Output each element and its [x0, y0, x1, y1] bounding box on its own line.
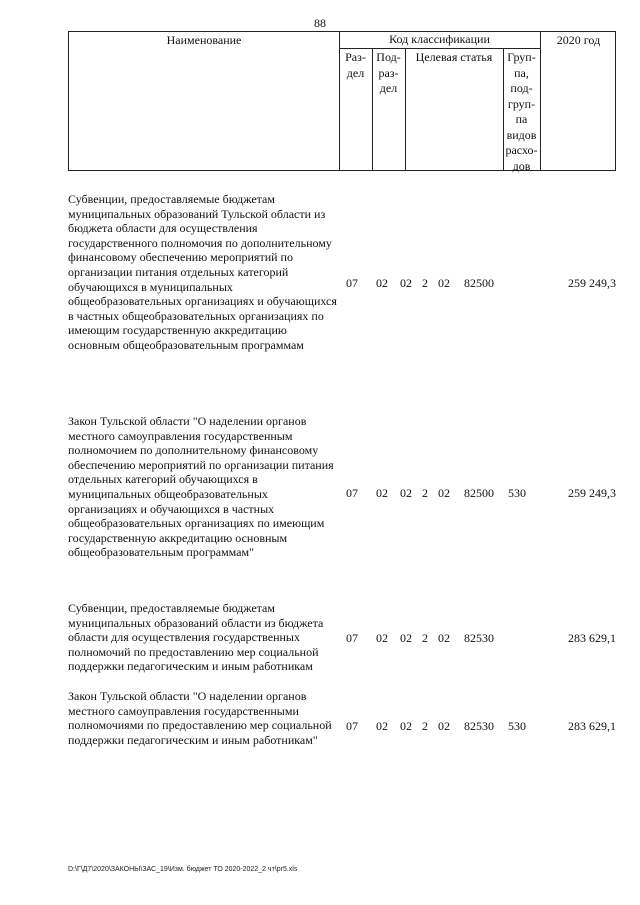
row-code-3: 02 — [438, 631, 450, 645]
row-code-2: 2 — [422, 276, 428, 290]
table-row — [68, 414, 616, 579]
row-razdel: 07 — [346, 486, 358, 500]
row-podrazdel: 02 — [376, 276, 388, 290]
row-code-4: 82530 — [464, 631, 494, 645]
header-classification: Код классификации — [389, 32, 490, 46]
header-group: Груп- па, под- груп- па видов расхо- дов — [505, 50, 538, 173]
row-code-1: 02 — [400, 486, 412, 500]
row-podrazdel: 02 — [376, 631, 388, 645]
header-target: Целевая статья — [415, 50, 493, 64]
row-code-4: 82500 — [464, 276, 494, 290]
row-code-3: 02 — [438, 719, 450, 733]
table-header — [68, 31, 616, 171]
header-year: 2020 год — [556, 33, 601, 47]
table-row — [68, 601, 616, 681]
row-code-4: 82530 — [464, 719, 494, 733]
row-name: Закон Тульской области "О наделении органов местного самоуправления государственным полномочием по дополнительному финансовому обеспечению мероприятий по организации питания отдельных категорий обучающихся в муниципальных общеобразовательных организациях и обучающихся в частных общеобразовательных организациях по имеющим государственную аккредитацию основным общеобразовательным программам" — [68, 414, 334, 560]
row-podrazdel: 02 — [376, 719, 388, 733]
row-razdel: 07 — [346, 719, 358, 733]
row-razdel: 07 — [346, 276, 358, 290]
header-section: Раз- дел — [345, 50, 366, 80]
page-number: 88 — [314, 16, 326, 30]
row-code-1: 02 — [400, 719, 412, 733]
row-code-2: 2 — [422, 631, 428, 645]
row-code-2: 2 — [422, 719, 428, 733]
row-name: Субвенции, предоставляемые бюджетам муниципальных образований области из бюджета области для осуществления государственных полномочий по предоставлению мер социальной поддержки педагогическим и иным работникам — [68, 601, 324, 674]
row-podrazdel: 02 — [376, 486, 388, 500]
row-name: Субвенции, предоставляемые бюджетам муниципальных образований Тульской области из бюджета области для осуществления государственного полномочия по дополнительному финансовому обеспечению мероприятий по организации питания отдельных категорий обучающихся в муниципальных общеобразовательных организациях и обучающихся в частных общеобразовательных организациях по имеющим государственную аккредитацию основным общеобразовательным программам — [68, 192, 337, 352]
row-amount: 283 629,1 — [568, 719, 616, 733]
row-name: Закон Тульской области "О наделении органов местного самоуправления государственными полномочиями по предоставлению мер социальной поддержки педагогическим и иным работникам" — [68, 689, 332, 747]
row-code-3: 02 — [438, 276, 450, 290]
table-row — [68, 689, 616, 769]
row-vid: 530 — [508, 486, 526, 500]
header-subsection: Под- раз- дел — [376, 50, 401, 95]
row-code-1: 02 — [400, 276, 412, 290]
header-name: Наименование — [166, 33, 242, 47]
row-razdel: 07 — [346, 631, 358, 645]
row-amount: 283 629,1 — [568, 631, 616, 645]
row-vid: 530 — [508, 719, 526, 733]
row-amount: 259 249,3 — [568, 276, 616, 290]
row-code-3: 02 — [438, 486, 450, 500]
row-code-1: 02 — [400, 631, 412, 645]
row-code-4: 82500 — [464, 486, 494, 500]
row-amount: 259 249,3 — [568, 486, 616, 500]
table-row — [68, 192, 616, 382]
file-path-footer: D:\Г\Д7\2020\ЗАКОНЫ\ЗАС_19\Изм. бюджет ТО 2020-2022_2 чт\pr5.xls — [68, 866, 298, 873]
row-code-2: 2 — [422, 486, 428, 500]
